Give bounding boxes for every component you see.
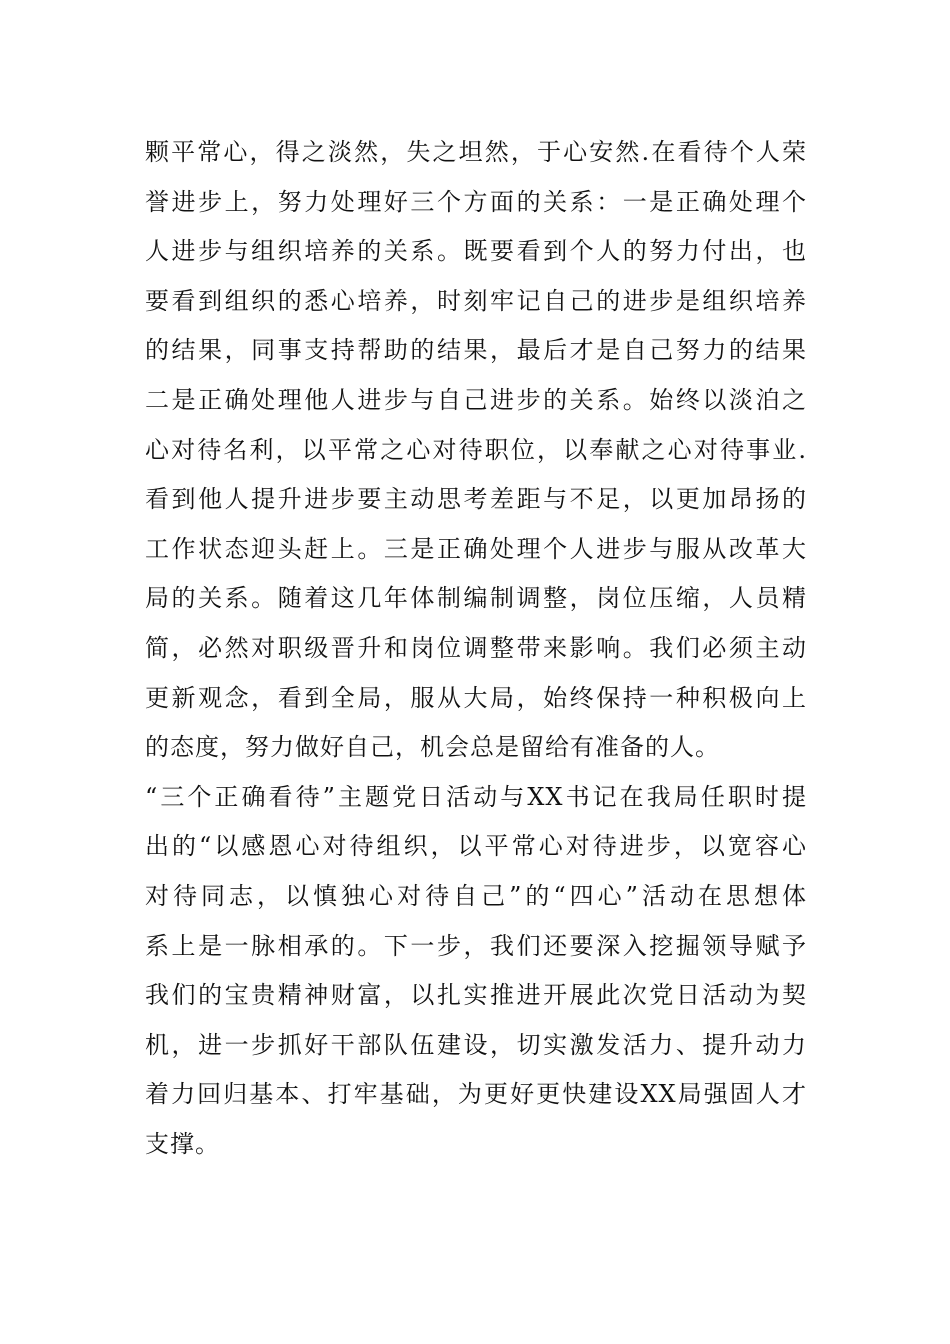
text-line: 工作状态迎头赶上。三是正确处理个人进步与服从改革大 <box>145 534 807 563</box>
text-line: 人进步与组织培养的关系。既要看到个人的努力付出，也 <box>145 237 807 266</box>
text-line: “三个正确看待”主题党日活动与XX书记在我局任职时提 <box>145 782 807 811</box>
text-line: 看到他人提升进步要主动思考差距与不足，以更加昂扬的 <box>145 485 807 514</box>
text-line: 对待同志，以慎独心对待自己”的“四心”活动在思想体 <box>145 881 807 910</box>
text-line: 的态度，努力做好自己，机会总是留给有准备的人。 <box>145 733 720 762</box>
text-line: 心对待名利，以平常之心对待职位，以奉献之心对待事业. <box>145 435 807 464</box>
text-line: 二是正确处理他人进步与自己进步的关系。始终以淡泊之 <box>145 385 807 414</box>
text-line: 系上是一脉相承的。下一步，我们还要深入挖掘领导赋予 <box>145 931 807 960</box>
text-line: 机，进一步抓好干部队伍建设，切实激发活力、提升动力 <box>145 1030 807 1059</box>
text-line: 更新观念，看到全局，服从大局，始终保持一种积极向上 <box>145 683 807 712</box>
text-line: 支撑。 <box>145 1129 220 1158</box>
text-line: 我们的宝贵精神财富，以扎实推进开展此次党日活动为契 <box>145 981 807 1010</box>
text-line: 出的“以感恩心对待组织，以平常心对待进步，以宽容心 <box>145 832 807 861</box>
text-line: 局的关系。随着这几年体制编制调整，岗位压缩，人员精 <box>145 584 807 613</box>
text-line: 着力回归基本、打牢基础，为更好更快建设XX局强固人才 <box>145 1080 807 1109</box>
text-line: 简，必然对职级晋升和岗位调整带来影响。我们必须主动 <box>145 633 807 662</box>
text-line: 誉进步上，努力处理好三个方面的关系：一是正确处理个 <box>145 187 807 216</box>
text-line: 颗平常心，得之淡然，失之坦然，于心安然.在看待个人荣 <box>145 138 807 166</box>
text-line: 要看到组织的悉心培养，时刻牢记自己的进步是组织培养 <box>145 286 807 315</box>
text-line: 的结果，同事支持帮助的结果，最后才是自己努力的结果 <box>145 336 807 365</box>
document-body <box>145 128 807 1169</box>
